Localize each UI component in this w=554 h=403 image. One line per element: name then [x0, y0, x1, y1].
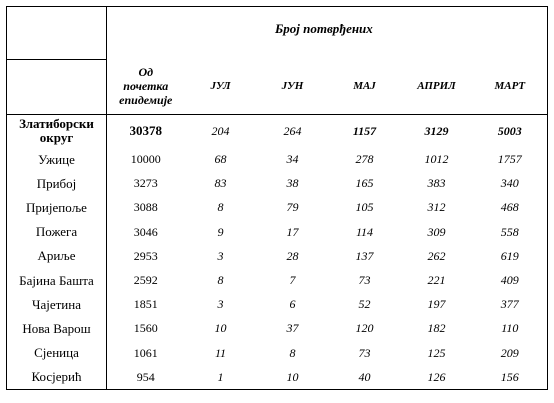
total-cell: 3046 [133, 224, 158, 239]
municipality-name-cell: Чајетина [7, 293, 107, 317]
march-cell: 377 [500, 297, 519, 312]
group-header: Број потврђених [275, 21, 373, 36]
total-cell: 2953 [133, 248, 158, 263]
march-cell: 110 [501, 321, 519, 336]
district-april-cell: 3129 [424, 123, 449, 138]
jul-cell: 3 [217, 248, 224, 263]
may-cell: 120 [355, 321, 374, 336]
april-cell: 312 [427, 200, 446, 215]
jul-cell: 1 [217, 369, 224, 384]
jun-cell: 28 [286, 248, 299, 263]
may-cell: 137 [355, 248, 374, 263]
total-label-line-3: епидемије [119, 93, 173, 108]
jul-cell: 11 [214, 345, 227, 360]
municipality-name-cell: Нова Варош [7, 317, 107, 341]
municipality-name-cell: Пријепоље [7, 196, 107, 220]
header-corner-cell-lower [7, 59, 107, 114]
april-cell: 197 [427, 297, 446, 312]
table-row-district [7, 114, 548, 148]
may-cell: 278 [355, 152, 374, 167]
header-row-group [7, 7, 548, 60]
column-header-april: АПРИЛ [401, 59, 473, 114]
jun-cell: 8 [289, 345, 296, 360]
may-cell: 73 [358, 273, 371, 288]
april-cell: 125 [427, 345, 446, 360]
table-row [7, 365, 548, 390]
municipality-name-cell: Ариље [7, 244, 107, 268]
column-header-jun: ЈУН [257, 59, 329, 114]
total-cell: 954 [136, 369, 155, 384]
may-cell: 73 [358, 345, 371, 360]
district-march-cell: 5003 [497, 123, 522, 138]
municipality-name-cell: Косјерић [7, 365, 107, 390]
april-cell: 182 [427, 321, 446, 336]
april-cell: 126 [427, 369, 446, 384]
table-row [7, 148, 548, 172]
district-name-line-1: Златиборски [19, 116, 94, 131]
table-row [7, 317, 548, 341]
jun-cell: 37 [286, 321, 299, 336]
jul-cell: 8 [217, 273, 224, 288]
jul-cell: 3 [217, 297, 224, 312]
april-cell: 262 [427, 248, 446, 263]
may-cell: 114 [355, 224, 374, 239]
jul-cell: 9 [217, 224, 224, 239]
total-cell: 1560 [133, 321, 158, 336]
table-row [7, 220, 548, 244]
district-jun-cell: 264 [283, 123, 302, 138]
column-header-may: МАЈ [329, 59, 401, 114]
march-cell: 558 [500, 224, 519, 239]
jun-cell: 10 [286, 369, 299, 384]
header-corner-cell [7, 7, 107, 60]
march-cell: 619 [500, 248, 519, 263]
jul-cell: 83 [214, 176, 227, 191]
jul-cell: 68 [214, 152, 227, 167]
district-total-cell: 30378 [129, 123, 162, 138]
april-cell: 309 [427, 224, 446, 239]
jun-cell: 34 [286, 152, 299, 167]
april-cell: 221 [427, 273, 446, 288]
jun-cell: 6 [289, 297, 296, 312]
may-cell: 165 [355, 176, 374, 191]
municipality-name-cell: Сјеница [7, 341, 107, 365]
table-row [7, 172, 548, 196]
municipality-name-cell: Бајина Башта [7, 268, 107, 292]
district-jul-cell: 204 [211, 123, 230, 138]
jun-cell: 38 [286, 176, 299, 191]
column-header-jul: ЈУЛ [185, 59, 257, 114]
total-cell: 2592 [133, 273, 158, 288]
total-cell: 3088 [133, 200, 158, 215]
may-cell: 40 [358, 369, 371, 384]
may-cell: 105 [355, 200, 374, 215]
may-cell: 52 [358, 297, 371, 312]
jun-cell: 7 [289, 273, 296, 288]
march-cell: 209 [500, 345, 519, 360]
march-cell: 409 [500, 273, 519, 288]
table-row [7, 293, 548, 317]
total-cell: 1851 [133, 297, 158, 312]
municipality-name-cell: Прибој [7, 172, 107, 196]
table-row [7, 341, 548, 365]
total-label-line-2: почетка [123, 79, 169, 94]
total-cell: 3273 [133, 176, 158, 191]
jun-cell: 79 [286, 200, 299, 215]
april-cell: 1012 [424, 152, 449, 167]
table-row [7, 268, 548, 292]
district-name-cell [7, 114, 107, 148]
total-cell: 1061 [133, 345, 158, 360]
jul-cell: 10 [214, 321, 227, 336]
header-row-columns [7, 59, 548, 114]
municipality-name-cell: Ужице [7, 148, 107, 172]
jun-cell: 17 [286, 224, 299, 239]
total-cell: 10000 [130, 152, 161, 167]
district-name-line-2: округ [39, 130, 74, 145]
table-row [7, 244, 548, 268]
column-header-march: МАРТ [473, 59, 548, 114]
column-header-total [107, 59, 185, 114]
march-cell: 468 [500, 200, 519, 215]
april-cell: 383 [427, 176, 446, 191]
march-cell: 156 [500, 369, 519, 384]
municipality-name-cell: Пожега [7, 220, 107, 244]
march-cell: 340 [500, 176, 519, 191]
covid-cases-table [6, 6, 548, 390]
march-cell: 1757 [497, 152, 522, 167]
district-may-cell: 1157 [352, 123, 377, 138]
total-label-line-1: Од [138, 65, 154, 80]
jul-cell: 8 [217, 200, 224, 215]
table-row [7, 196, 548, 220]
